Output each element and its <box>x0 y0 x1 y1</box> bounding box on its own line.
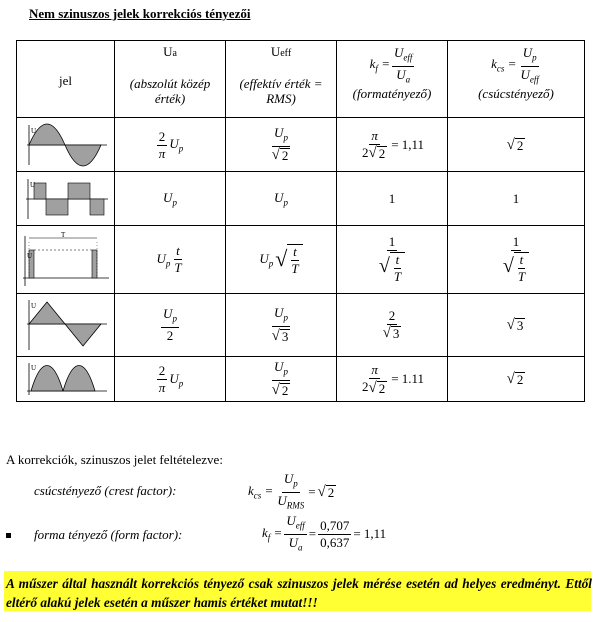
table-row <box>17 226 585 294</box>
kf-cell: 2 √ 3 <box>337 294 448 357</box>
ueff-cell: $U_p$ √ 2 <box>226 357 337 402</box>
table-row <box>17 172 585 226</box>
header-jel: jel <box>17 41 115 118</box>
square-wave-icon <box>17 172 115 226</box>
kcs-cell: √ 2 <box>448 357 585 402</box>
kf-cell: 1 √ $\frac{t}{T}$ <box>337 226 448 294</box>
ua-cell: $\frac{2}{\pi}$ $U_p$ <box>115 357 226 402</box>
kf-cell: π 2 √ 2 = 1.11 <box>337 357 448 402</box>
svg-text:U: U <box>26 251 32 260</box>
ua-cell: $\frac{2}{\pi}$ $U_p$ <box>115 118 226 172</box>
svg-text:U: U <box>30 364 36 372</box>
correction-table <box>16 40 585 402</box>
section-heading: A korrekciók, szinuszos jelet feltételezve: <box>6 452 223 467</box>
crest-factor-formula: $k_{cs}$ = $\frac{U_p}{U_{RMS}}$ = √ 2 <box>248 471 335 511</box>
header-ueff: Ueff (effektív érték = RMS) <box>226 41 337 118</box>
kcs-cell: √ 3 <box>448 294 585 357</box>
header-kcs: $k_{cs}$ = $\frac{U_p}{U_{eff}}$ (csúcstényező) <box>448 41 585 118</box>
kf-cell: π 2 √ 2 = 1,11 <box>337 118 448 172</box>
bullet-icon <box>6 533 11 538</box>
form-factor-formula: $k_f$ = $\frac{U_{eff}}{U_a}$ = $\frac{0,707}{0,637}$ = 1,11 <box>262 513 387 553</box>
form-factor-label: forma tényező (form factor): <box>34 527 183 542</box>
svg-text:U: U <box>29 180 35 189</box>
svg-text:U: U <box>30 302 36 310</box>
ua-cell: $U_p$ $\frac{t}{T}$ <box>115 226 226 294</box>
header-kf: $k_f$ = $\frac{U_{eff}}{U_a}$ (formatényező) <box>337 41 448 118</box>
table-row <box>17 118 585 172</box>
ueff-cell: $U_p$ √ $\frac{t}{T}$ <box>226 226 337 294</box>
kcs-cell: √ 2 <box>448 118 585 172</box>
header-ua: Ua (abszolút közép érték) <box>115 41 226 118</box>
svg-text:T: T <box>60 231 65 239</box>
table-header-row <box>17 41 585 118</box>
sine-wave-icon <box>17 118 115 172</box>
ua-cell: $\frac{U_p}{2}$ <box>115 294 226 357</box>
rectified-sine-wave-icon <box>17 357 115 402</box>
kcs-cell: 1 <box>448 172 585 226</box>
pulse-wave-icon <box>17 226 115 294</box>
svg-text:U: U <box>30 126 36 135</box>
ua-cell: $U_p$ <box>115 172 226 226</box>
ueff-cell: $U_p$ √ 2 <box>226 118 337 172</box>
table-row <box>17 357 585 402</box>
kcs-cell: 1 √ $\frac{t}{T}$ <box>448 226 585 294</box>
warning-text: A műszer által használt korrekciós tényező csak szinuszos jelek mérése esetén ad helyes eredményt. Ettől eltérő alakú jelek esetén a műszer hamis értéket mutat!!! <box>6 576 592 610</box>
table-row <box>17 294 585 357</box>
crest-factor-label: csúcstényező (crest factor): <box>34 483 177 498</box>
ueff-cell: $U_p$ √ 3 <box>226 294 337 357</box>
page-title: Nem szinuszos jelek korrekciós tényezői <box>29 6 251 21</box>
kf-cell: 1 <box>337 172 448 226</box>
ueff-cell: $U_p$ <box>226 172 337 226</box>
triangle-wave-icon <box>17 294 115 357</box>
